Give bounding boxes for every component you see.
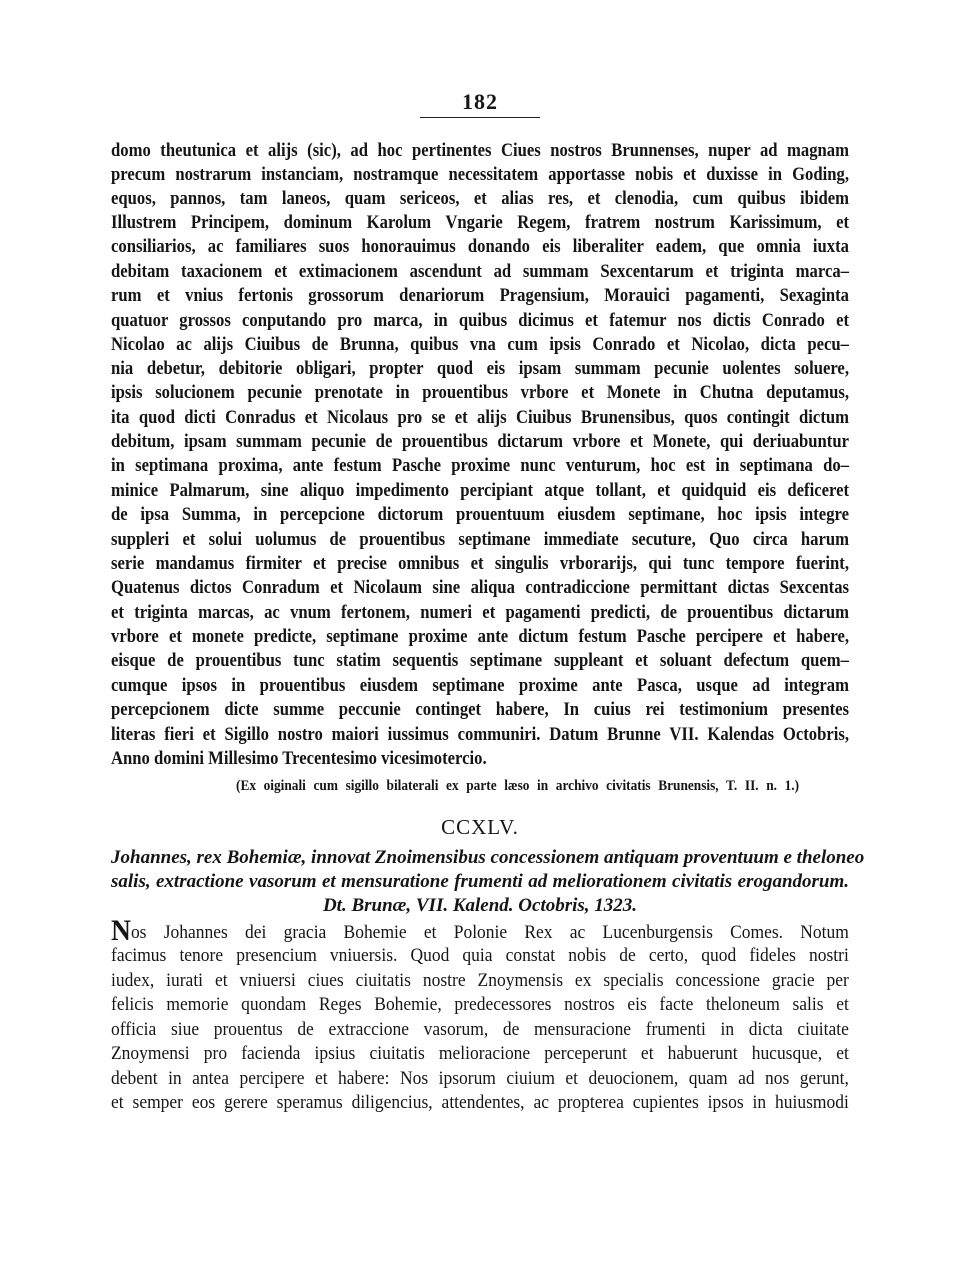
text-line: suppleri et solui uolumus de prouentibus septimane immediate secuture, Quo circa harum [111,530,849,550]
text-line: Anno domini Millesimo Trecentesimo vicesimotercio. [111,749,487,769]
text-line: minice Palmarum, sine aliquo impedimento percipiant atque tollant, et quidquid eis deficeret [111,481,849,501]
text-line: Illustrem Principem, dominum Karolum Vngarie Regem, fratrem nostrum Karissimum, et [111,213,849,233]
text-line: in septimana proxima, ante festum Pasche proxime nunc venturum, hoc est in septimana do– [111,456,849,476]
text-line: domo theutunica et alijs (sic), ad hoc pertinentes Ciues nostros Brunnenses, nuper ad magnam [111,141,849,161]
text-line: equos, pannos, tam laneos, quam sericeos, et alias res, et clenodia, cum quibus ibidem [111,189,849,209]
text-line: precum nostrarum instanciam, nostramque necessitatem apportasse nobis et duxisse in Goding, [111,165,849,185]
text-line: et triginta marcas, ac vnum fertonem, numeri et pagamenti predicti, de prouentibus dictarum [111,603,849,623]
text-line: percepcionem dicte summe peccunie continget habere, In cuius rei testimonium presentes [111,700,849,720]
initial-letter: N [111,914,131,947]
text-line: et semper eos gerere speramus diligencius, attendentes, ac propterea cupientes ipsos in huiusmodi [111,1092,849,1113]
text-line: debitum, ipsam summam pecunie de prouentibus dictarum vrbore et Monete, qui deriuabuntur [111,432,849,452]
text-line: felicis memorie quondam Reges Bohemie, predecessores nostros eis facte theloneum salis et [111,994,849,1015]
text-line-with-initial [111,914,849,947]
page-number: 182 [462,89,498,114]
text-line: Znoymensi pro facienda ipsius ciuitatis melioracione perceperunt et habuerunt hucusque, et [111,1043,849,1064]
text-line: nia debetur, debitorie obligari, propter quod eis ipsam summam pecunie uolentes soluere, [111,359,849,379]
text-line: ita quod dicti Conradus et Nicolaus pro se et alijs Ciuibus Brunensibus, quos contingit dictum [111,408,849,428]
text-line: iudex, iurati et vniuersi ciues ciuitatis nostre Znoymensis ex specialis concessione gracie per [111,970,849,991]
text-line: rum et vnius fertonis grossorum denariorum Pragensium, Morauici pagamenti, Sexaginta [111,286,849,306]
text-line: de ipsa Summa, in percepcione dictorum prouentuum eiusdem septimane, hoc ipsis integre [111,505,849,525]
text-line: cumque ipsos in prouentibus eiusdem septimane proxime ante Pasca, usque ad integram [111,676,849,696]
text-line: officia siue prouentus de extraccione vasorum, de mensuracione frumenti in dicta ciuitate [111,1019,849,1040]
text-line-rest: os Johannes dei gracia Bohemie et Polonie Rex ac Lucenburgensis Comes. Notum [130,922,849,943]
text-line: Quatenus dictos Conradum et Nicolaum sine aliqua contradiccione permittant dictas Sexcentas [111,578,849,598]
text-line: eisque de prouentibus tunc statim sequentis septimane suppleant et soluant defectum quem– [111,651,849,671]
charter-number: CCXLV. [441,815,519,839]
text-line: Nicolao ac alijs Ciuibus de Brunna, quibus vna cum ipsis Conrado et Nicolao, dicta pecu– [111,335,849,355]
regest-line: Johannes, rex Bohemiæ, innovat Znoimensibus concessionem antiquam proventuum e theloneo [111,847,865,868]
text-line: debitam taxacionem et extimacionem ascendunt ad summam Sexcentarum et triginta marca– [111,262,849,282]
text-line: quatuor grossos conputando pro marca, in quibus dicimus et fatemur nos dictis Conrado et [111,311,849,331]
header-rule [420,117,540,118]
text-line: serie mandamus firmiter et precise omnibus et singulis vrborarijs, qui tunc tempore fuerint, [111,554,849,574]
text-line: debent in antea percipere et habere: Nos ipsorum ciuium et deuocionem, quam ad nos gerunt, [111,1068,849,1089]
regest-line: salis, extractione vasorum et mensuratione frumenti ad meliorationem civitatis erogandorum. [111,871,849,892]
text-line: facimus tenore presencium vniuersis. Quod quia constat nobis de certo, quod fideles nostri [111,945,849,966]
regest-date-line: Dt. Brunæ, VII. Kalend. Octobris, 1323. [322,895,638,916]
text-line: literas fieri et Sigillo nostro maiori iussimus communiri. Datum Brunne VII. Kalendas Octobris, [111,725,849,745]
source-note: (Ex oiginali cum sigillo bilaterali ex parte læso in archivo civitatis Brunensis, T. II. n. 1.) [236,778,800,794]
text-line: ipsis solucionem pecunie prenotate in prouentibus vrbore et Monete in Chutna deputamus, [111,383,849,403]
text-line: consiliarios, ac familiares suos honorauimus donando eis liberaliter eadem, que omnia iuxta [111,237,849,257]
text-line: vrbore et monete predicte, septimane proxime ante dictum festum Pasche percipere et habere, [111,627,849,647]
